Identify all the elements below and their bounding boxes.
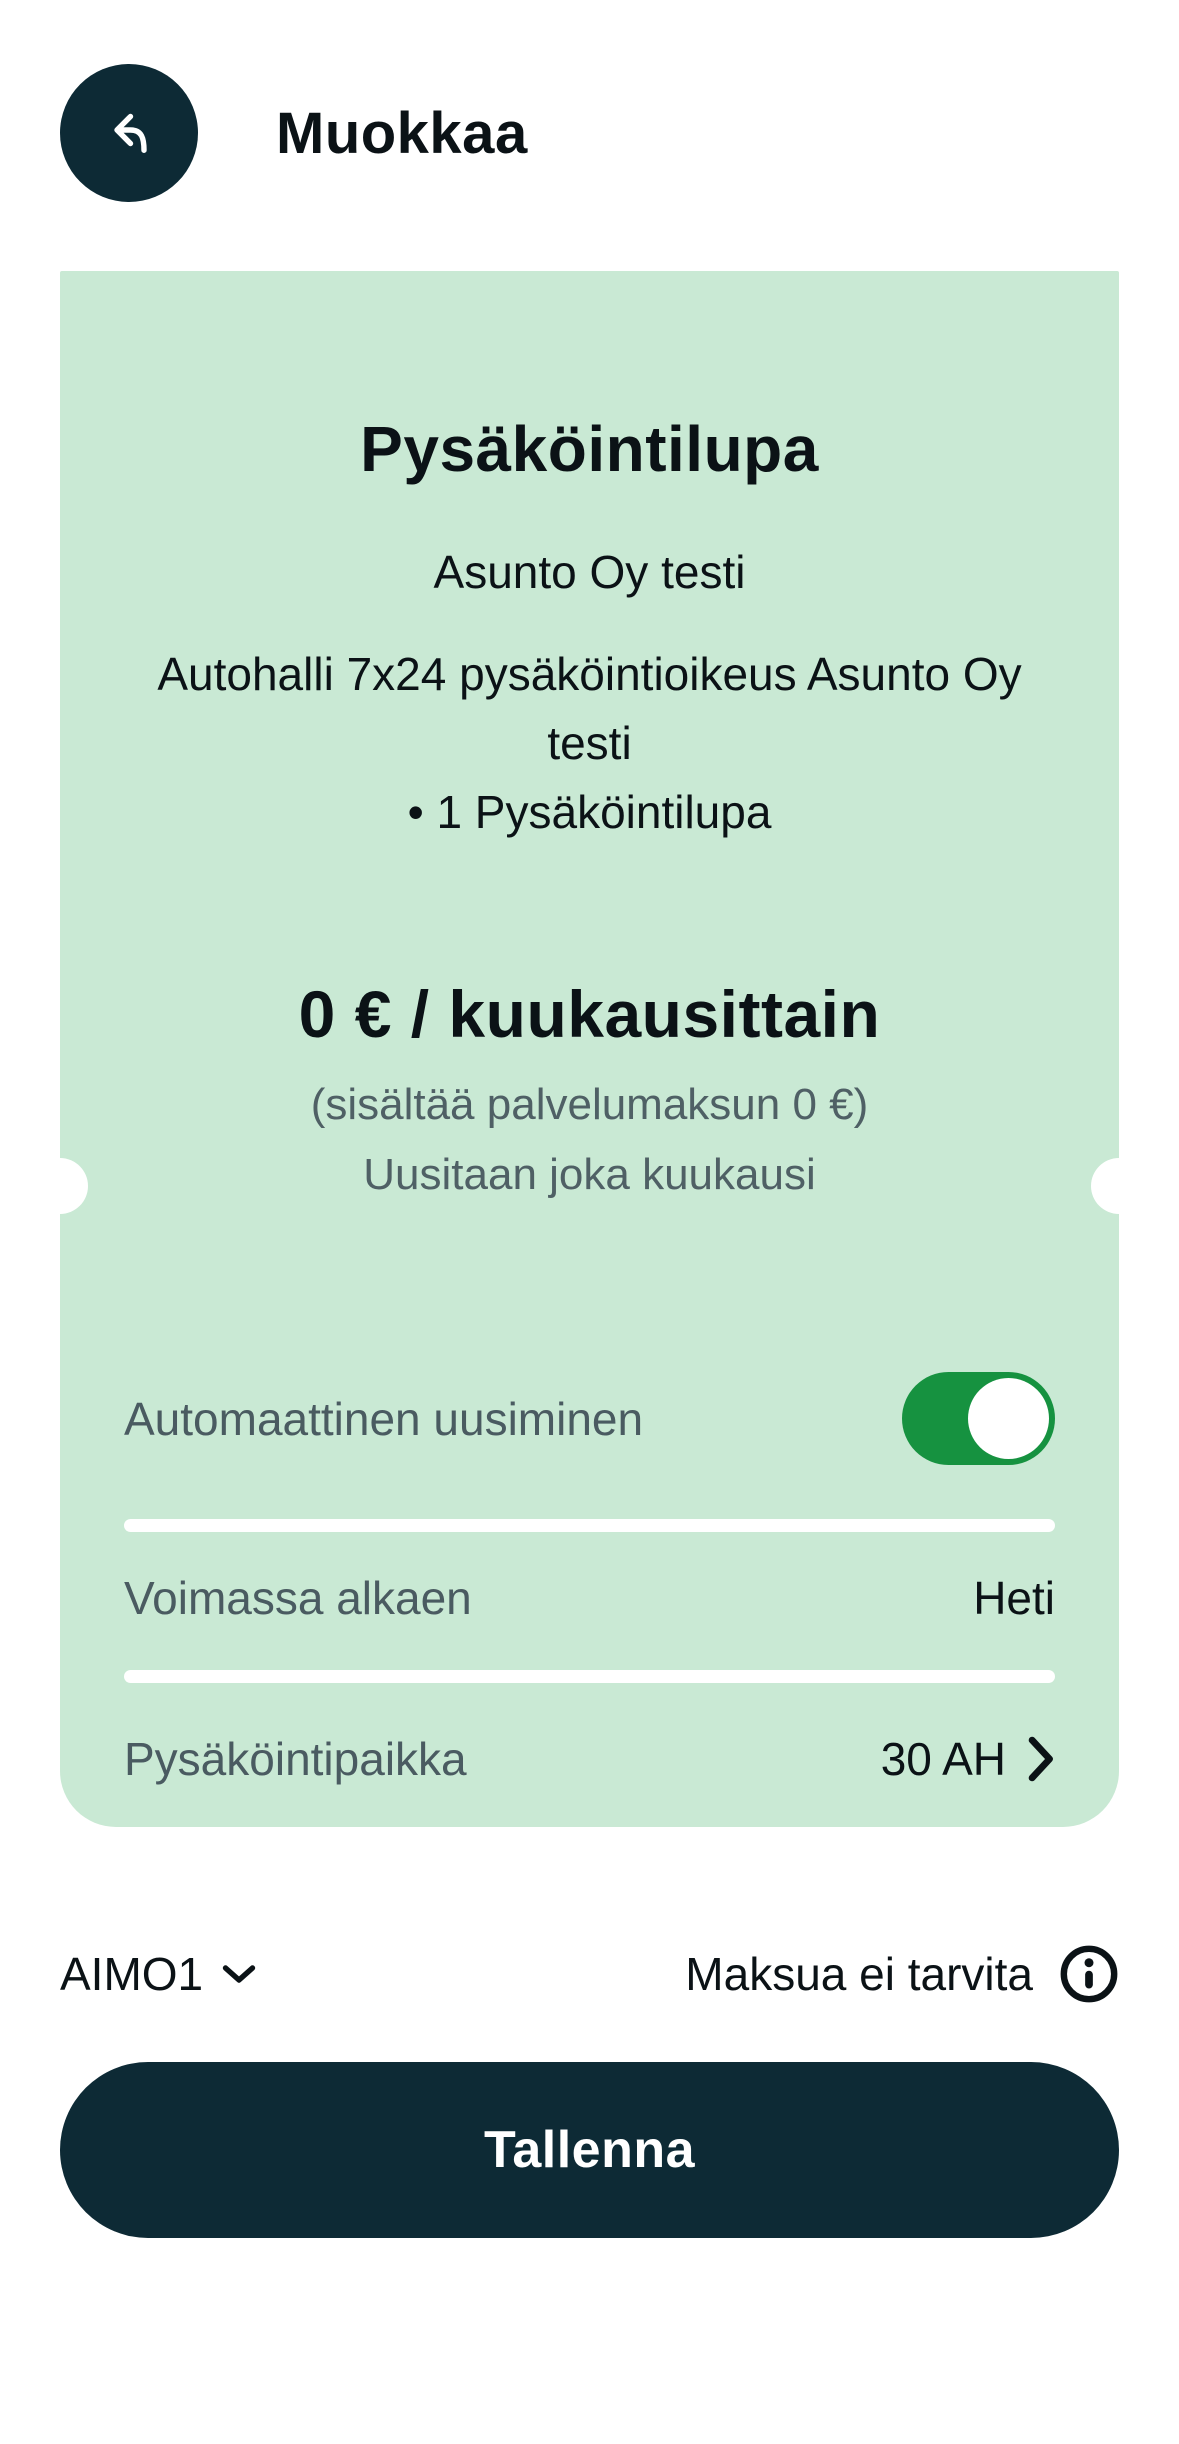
payment-status [685,1944,1119,2004]
valid-from-value: Heti [973,1572,1055,1625]
ticket-notch-left [32,1158,88,1214]
page-title: Muokkaa [276,100,528,166]
account-selector[interactable] [60,1947,257,2001]
screen [0,64,1179,2238]
permit-title: Pysäköintilupa [360,413,819,485]
payment-status-label: Maksua ei tarvita [685,1948,1033,2000]
parking-spot-value-group [881,1732,1055,1786]
permit-card [60,271,1119,1827]
permit-price-note: (sisältää palvelumaksun 0 €) [310,1079,869,1129]
divider [124,1519,1055,1532]
footer-row [60,1944,1119,2004]
parking-spot-label: Pysäköintipaikka [124,1733,467,1786]
header [60,64,1119,202]
auto-renewal-toggle[interactable] [902,1372,1055,1465]
back-arrow-icon [96,100,162,166]
permit-product [124,640,1055,847]
save-button[interactable] [60,2062,1119,2238]
chevron-down-icon [221,1963,257,1985]
permit-subtitle: Asunto Oy testi [433,545,746,598]
info-button[interactable] [1059,1944,1119,2004]
valid-from-label: Voimassa alkaen [124,1572,472,1625]
auto-renewal-label: Automaattinen uusiminen [124,1392,644,1445]
parking-spot-row[interactable] [124,1731,1055,1787]
valid-from-row [124,1570,1055,1626]
auto-renewal-row [124,1372,1055,1465]
divider [124,1670,1055,1683]
account-selector-label: AIMO1 [60,1948,204,2000]
ticket-notch-right [1091,1158,1147,1214]
save-button-label: Tallenna [483,2121,696,2179]
info-icon [1059,1944,1119,2004]
chevron-right-icon [1028,1736,1055,1782]
back-button[interactable] [60,64,198,202]
permit-product-line-1: Autohalli 7x24 pysäköintioikeus Asunto Oy testi [157,647,1022,769]
toggle-knob [968,1378,1049,1459]
permit-renewal-note: Uusitaan joka kuukausi [363,1150,816,1200]
parking-spot-value: 30 AH [880,1733,1006,1786]
permit-price: 0 € / kuukausittain [298,976,881,1051]
permit-product-line-2: • 1 Pysäköintilupa [407,785,772,838]
